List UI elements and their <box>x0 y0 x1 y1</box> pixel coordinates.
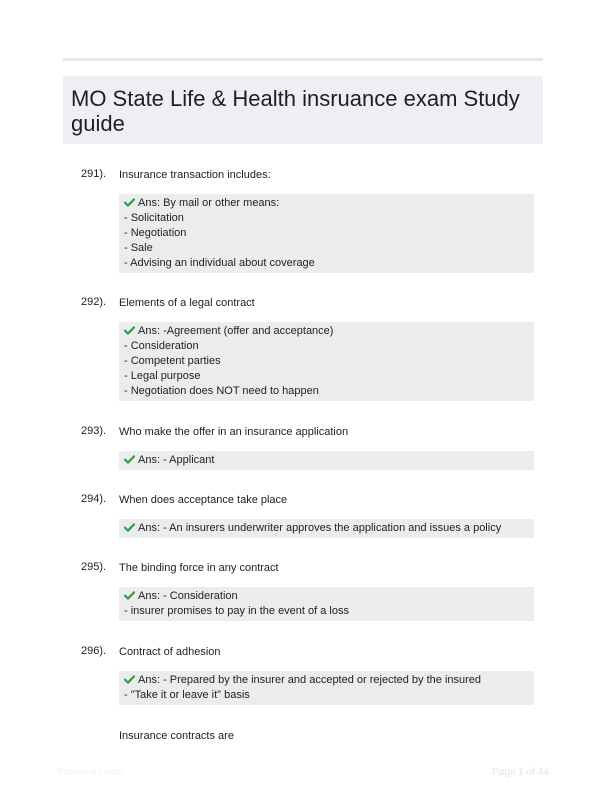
answer-line <box>124 604 529 619</box>
answer-text: Ans: - Consideration <box>138 590 238 602</box>
checkmark-icon <box>124 591 135 600</box>
answer-text: - insurer promises to pay in the event of a loss <box>124 605 349 617</box>
footer-watermark: Paperfolio.com <box>57 767 124 778</box>
answer-text: - Competent parties <box>124 355 221 367</box>
answer-line <box>124 211 529 226</box>
answer-text: - Sale <box>124 242 153 254</box>
answer-line <box>124 453 529 468</box>
title-banner <box>63 76 543 144</box>
answer-text: Ans: - Applicant <box>138 454 215 466</box>
answer-box <box>119 587 534 621</box>
question-text: Who make the offer in an insurance application <box>119 426 349 438</box>
question-text: Elements of a legal contract <box>119 297 255 309</box>
checkmark-icon <box>124 455 135 464</box>
answer-line <box>124 384 529 399</box>
answer-line <box>124 256 529 271</box>
answer-text: - Solicitation <box>124 212 184 224</box>
answer-text: - Consideration <box>124 340 199 352</box>
answer-line <box>124 673 529 688</box>
question-number: 294). <box>81 493 107 505</box>
answer-line <box>124 688 529 703</box>
answer-text: - Negotiation <box>124 227 187 239</box>
answer-box <box>119 671 534 705</box>
page-title-line-1: MO State Life & Health insruance exam Study <box>71 86 520 111</box>
answer-line <box>124 241 529 256</box>
answer-line <box>124 369 529 384</box>
answer-text: Ans: - Prepared by the insurer and accepted or rejected by the insured <box>138 674 482 686</box>
answer-line <box>124 354 529 369</box>
checkmark-icon <box>124 523 135 532</box>
question-number: 291). <box>81 168 107 180</box>
answer-box <box>119 519 534 538</box>
answer-text: - Advising an individual about coverage <box>124 257 315 269</box>
answer-text: Ans: - An insurers underwriter approves the application and issues a policy <box>138 522 502 534</box>
checkmark-icon <box>124 198 135 207</box>
page-title <box>71 86 535 136</box>
answer-text: - Negotiation does NOT need to happen <box>124 385 319 397</box>
page-title-line-2: guide <box>71 111 125 136</box>
answer-line <box>124 521 529 536</box>
question-number: 292). <box>81 296 107 308</box>
question-text: The binding force in any contract <box>119 562 279 574</box>
answer-box <box>119 451 534 470</box>
question-text: Insurance transaction includes: <box>119 169 271 181</box>
question-number: 293). <box>81 425 107 437</box>
question-text: When does acceptance take place <box>119 494 288 506</box>
checkmark-icon <box>124 675 135 684</box>
answer-box <box>119 194 534 273</box>
answer-line <box>124 324 529 339</box>
answer-line <box>124 196 529 211</box>
answer-text: Ans: -Agreement (offer and acceptance) <box>138 325 334 337</box>
answer-line <box>124 339 529 354</box>
question-text: Contract of adhesion <box>119 646 221 658</box>
question-number: 296). <box>81 645 107 657</box>
question-number: 295). <box>81 561 107 573</box>
answer-line <box>124 226 529 241</box>
answer-line <box>124 589 529 604</box>
checkmark-icon <box>124 326 135 335</box>
trailing-question-text: Insurance contracts are <box>119 730 234 742</box>
top-divider <box>63 58 543 61</box>
page-number: Page 1 of 44 <box>492 767 549 778</box>
answer-text: Ans: By mail or other means: <box>138 197 280 209</box>
answer-text: - Legal purpose <box>124 370 201 382</box>
answer-box <box>119 322 534 401</box>
answer-text: - "Take it or leave it" basis <box>124 689 250 701</box>
